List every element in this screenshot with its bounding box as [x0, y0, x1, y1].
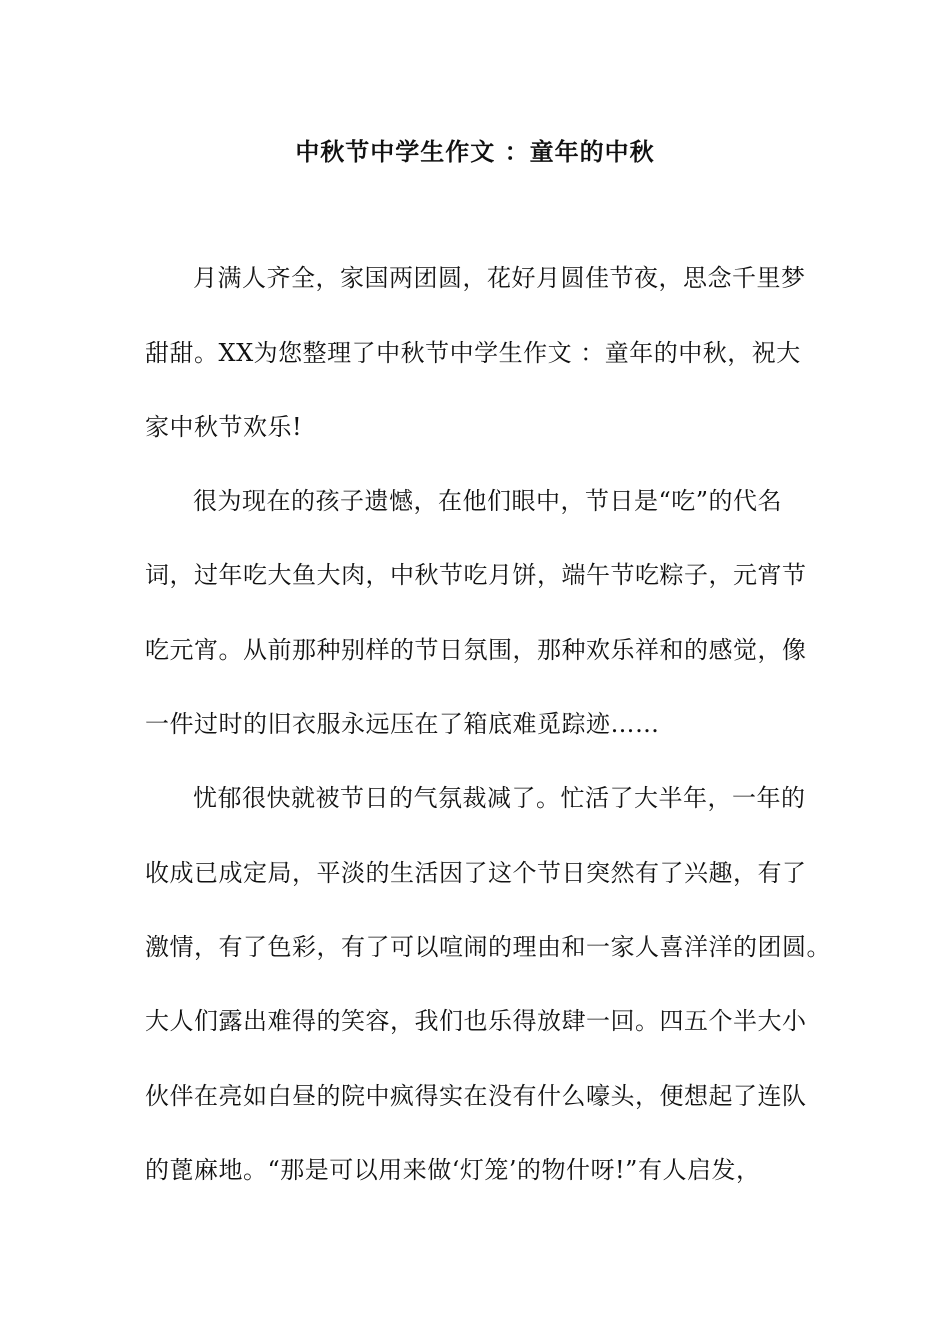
document-title: 中秋节中学生作文 ：童年的中秋 — [295, 137, 655, 166]
paragraph-3-line-5: 伙伴在亮如白昼的院中疯得实在没有什么嚎头，便想起了连队 — [145, 1082, 807, 1110]
paragraph-1-line-1: 月满人齐全，家国两团圆，花好月圆佳节夜，思念千里梦 — [193, 264, 806, 292]
paragraph-1-line-3: 家中秋节欢乐! — [145, 413, 303, 441]
paragraph-1-line-2: 甜甜。XX为您整理了中秋节中学生作文 ：童年的中秋，祝大 — [145, 339, 801, 367]
paragraph-2-line-2: 词，过年吃大鱼大肉，中秋节吃月饼，端午节吃粽子，元宵节 — [145, 561, 807, 589]
paragraph-2-line-3: 吃元宵。从前那种别样的节日氛围，那种欢乐祥和的感觉，像 — [145, 636, 807, 664]
paragraph-3-line-2: 收成已成定局，平淡的生活因了这个节日突然有了兴趣，有了 — [145, 859, 807, 887]
paragraph-3-line-6: 的蓖麻地。“那是可以用来做‘灯笼’的物什呀!”有人启发， — [145, 1156, 761, 1184]
paragraph-3-line-1: 忧郁很快就被节日的气氛裁减了。忙活了大半年，一年的 — [193, 784, 806, 812]
paragraph-2-line-4: 一件过时的旧衣服永远压在了箱底难觅踪迹…… — [145, 710, 660, 738]
paragraph-3-line-3: 激情，有了色彩，有了可以喧闹的理由和一家人喜洋洋的团圆。 — [145, 933, 831, 961]
paragraph-3-line-4: 大人们露出难得的笑容，我们也乐得放肆一回。四五个半大小 — [145, 1007, 807, 1035]
paragraph-2-line-1: 很为现在的孩子遗憾，在他们眼中，节日是“吃”的代名 — [193, 487, 783, 515]
